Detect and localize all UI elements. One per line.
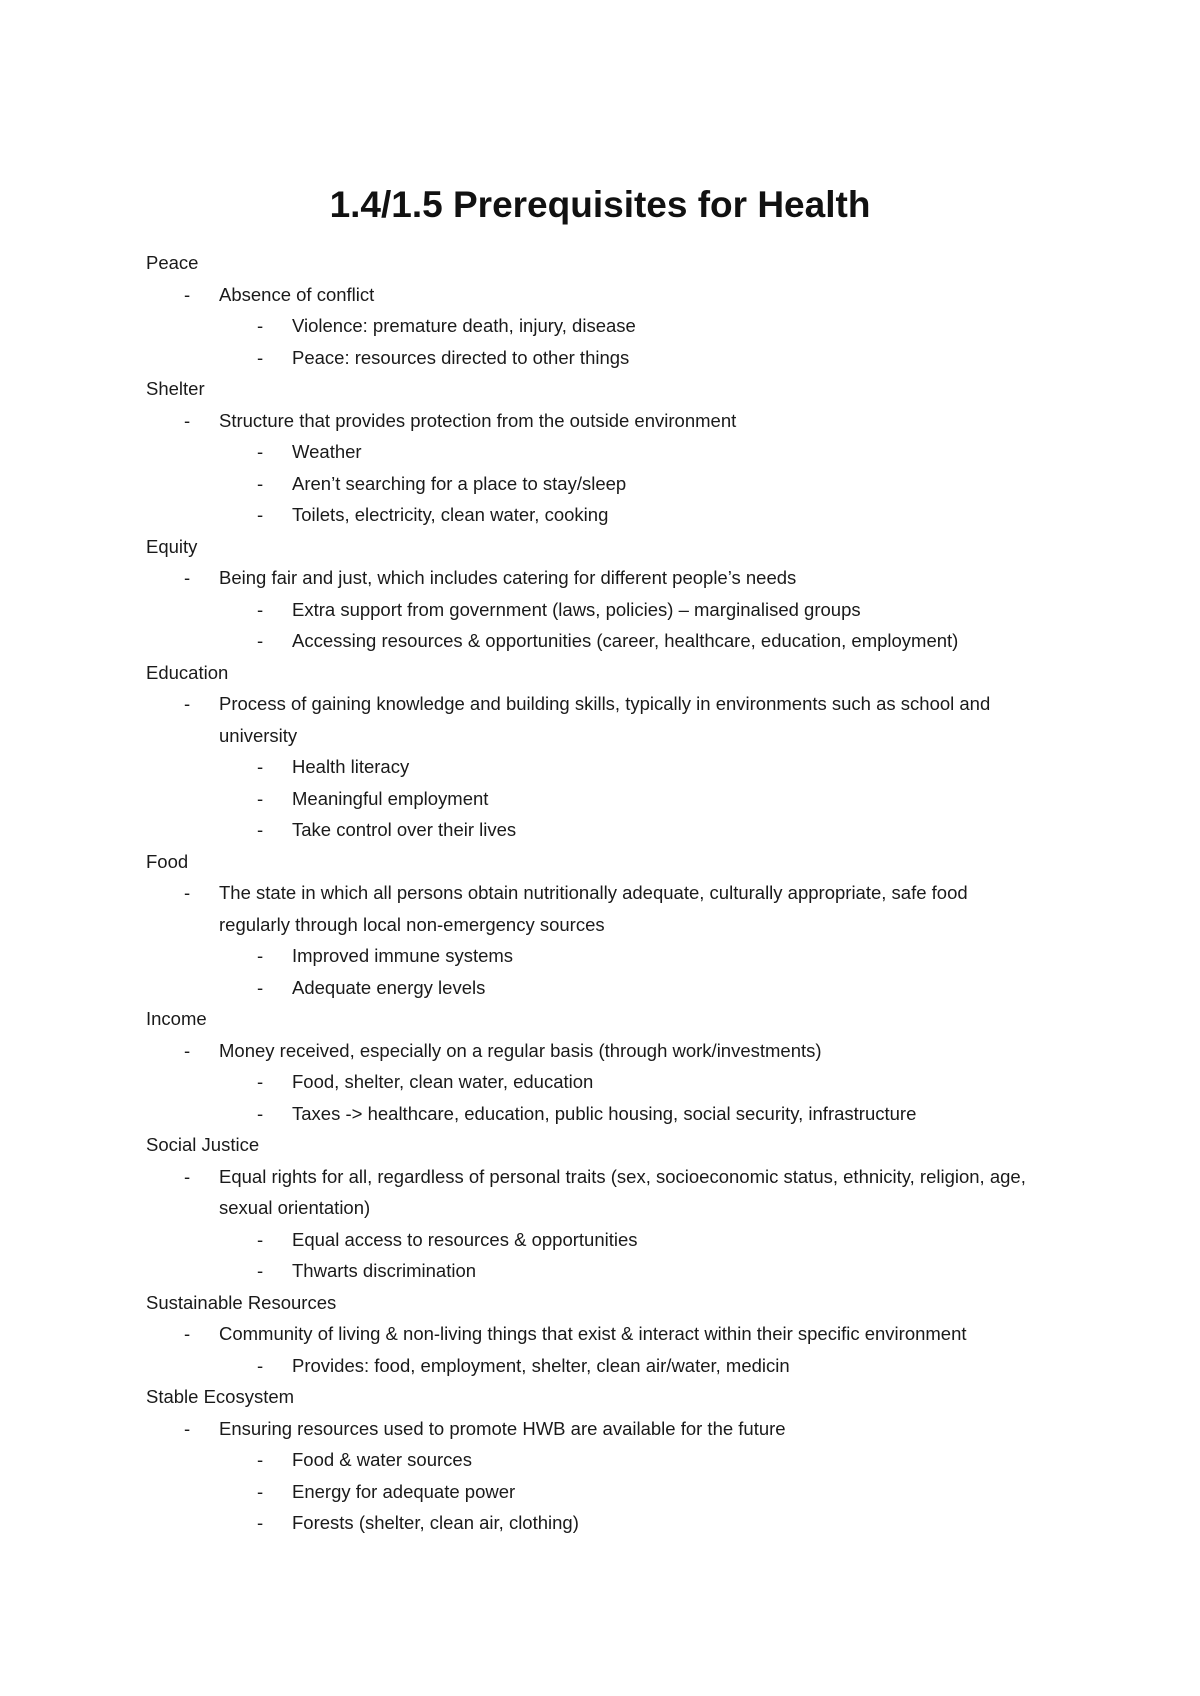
list-item-text: Money received, especially on a regular basis (through work/investments) bbox=[219, 1039, 822, 1061]
bullet-dash: - bbox=[257, 598, 264, 620]
sub-list-item-text: Meaningful employment bbox=[292, 787, 489, 809]
sub-list-item-text: Food & water sources bbox=[292, 1449, 472, 1470]
sub-list-item bbox=[146, 1507, 1106, 1539]
bullet-dash: - bbox=[257, 1260, 264, 1281]
sub-list-item bbox=[146, 499, 1106, 531]
list-item bbox=[146, 1318, 1039, 1350]
bullet-dash: - bbox=[184, 1039, 191, 1061]
section-heading: Food bbox=[146, 850, 189, 872]
section-heading: Equity bbox=[146, 535, 198, 557]
sub-list-item bbox=[146, 1224, 1106, 1256]
list-item bbox=[146, 562, 1039, 594]
sub-list-item-text: Equal access to resources & opportunities bbox=[292, 1228, 638, 1250]
list-item-text: Community of living & non-living things that exist & interact within their specific environment bbox=[219, 1323, 967, 1344]
section-sustainable-resources bbox=[146, 1287, 1106, 1382]
sub-list-item bbox=[146, 436, 1106, 468]
section-social-justice bbox=[146, 1129, 1106, 1287]
list-item-text: Equal rights for all, regardless of personal traits (sex, socioeconomic status, ethnicity, religion, age, sexual orientation) bbox=[219, 1165, 1026, 1218]
bullet-dash: - bbox=[257, 1512, 264, 1533]
sub-list-item-text: Weather bbox=[292, 441, 362, 462]
section-equity bbox=[146, 531, 1106, 657]
bullet-dash: - bbox=[257, 756, 264, 777]
sub-list-item bbox=[146, 1255, 1106, 1287]
section-heading: Shelter bbox=[146, 378, 205, 399]
section-food bbox=[146, 846, 1106, 1004]
list-item bbox=[146, 1035, 1039, 1067]
sub-list-item bbox=[146, 940, 1106, 972]
sub-list-item bbox=[146, 1066, 1106, 1098]
document-body bbox=[146, 247, 1106, 1539]
sub-list-item bbox=[146, 1098, 1106, 1130]
section-stable-ecosystem bbox=[146, 1381, 1106, 1539]
sub-list-item-text: Improved immune systems bbox=[292, 945, 514, 966]
sub-list-item bbox=[146, 751, 1106, 783]
sub-list-item-text: Thwarts discrimination bbox=[292, 1260, 477, 1281]
sub-list-item-text: Forests (shelter, clean air, clothing) bbox=[292, 1512, 579, 1533]
list-item bbox=[146, 1161, 1039, 1224]
list-item bbox=[146, 405, 1039, 437]
section-income bbox=[146, 1003, 1106, 1129]
sub-list-item bbox=[146, 1350, 1106, 1382]
bullet-dash: - bbox=[257, 1354, 264, 1376]
bullet-dash: - bbox=[184, 567, 191, 588]
sub-list-item-text: Energy for adequate power bbox=[292, 1480, 516, 1502]
bullet-dash: - bbox=[184, 693, 191, 714]
bullet-dash: - bbox=[257, 819, 264, 840]
sub-list-item-text: Aren’t searching for a place to stay/sleep bbox=[292, 472, 627, 494]
sub-list-item bbox=[146, 1476, 1106, 1508]
bullet-dash: - bbox=[257, 1449, 264, 1470]
sub-list-item-text: Provides: food, employment, shelter, clean air/water, medicin bbox=[292, 1354, 790, 1376]
bullet-dash: - bbox=[257, 630, 264, 651]
list-item bbox=[146, 1413, 1039, 1445]
bullet-dash: - bbox=[257, 1480, 264, 1502]
sub-list-item-text: Toilets, electricity, clean water, cooking bbox=[292, 504, 609, 525]
sub-list-item bbox=[146, 814, 1106, 846]
sub-list-item-text: Adequate energy levels bbox=[292, 976, 486, 998]
list-item-text: Process of gaining knowledge and building skills, typically in environments such as school and university bbox=[219, 693, 991, 746]
bullet-dash: - bbox=[257, 441, 264, 462]
list-item bbox=[146, 877, 1039, 940]
section-heading: Education bbox=[146, 661, 229, 683]
sub-list-item-text: Taxes -> healthcare, education, public housing, social security, infrastructure bbox=[292, 1102, 917, 1124]
bullet-dash: - bbox=[184, 1323, 191, 1344]
bullet-dash: - bbox=[184, 1165, 191, 1187]
sub-list-item-text: Accessing resources & opportunities (career, healthcare, education, employment) bbox=[292, 630, 959, 651]
list-item bbox=[146, 279, 1039, 311]
sub-list-item bbox=[146, 972, 1106, 1004]
bullet-dash: - bbox=[257, 1228, 264, 1250]
section-heading: Stable Ecosystem bbox=[146, 1386, 295, 1407]
list-item-text: The state in which all persons obtain nutritionally adequate, culturally appropriate, safe food regularly through local non-emergency sources bbox=[219, 882, 968, 935]
bullet-dash: - bbox=[257, 945, 264, 966]
sub-list-item-text: Take control over their lives bbox=[292, 819, 517, 840]
sub-list-item bbox=[146, 594, 1106, 626]
sub-list-item bbox=[146, 468, 1106, 500]
section-heading: Income bbox=[146, 1008, 207, 1029]
page-title: 1.4/1.5 Prerequisites for Health bbox=[329, 184, 871, 225]
bullet-dash: - bbox=[257, 1071, 264, 1092]
section-education bbox=[146, 657, 1106, 846]
bullet-dash: - bbox=[184, 1417, 191, 1439]
section-heading: Social Justice bbox=[146, 1134, 260, 1155]
sub-list-item-text: Violence: premature death, injury, disease bbox=[292, 315, 636, 336]
section-peace bbox=[146, 247, 1106, 373]
list-item-text: Structure that provides protection from the outside environment bbox=[219, 409, 737, 431]
sub-list-item-text: Food, shelter, clean water, education bbox=[292, 1071, 594, 1092]
bullet-dash: - bbox=[257, 346, 264, 368]
list-item-text: Ensuring resources used to promote HWB are available for the future bbox=[219, 1417, 786, 1439]
sub-list-item bbox=[146, 310, 1106, 342]
bullet-dash: - bbox=[257, 472, 264, 494]
section-heading: Peace bbox=[146, 252, 199, 273]
bullet-dash: - bbox=[257, 787, 264, 809]
bullet-dash: - bbox=[184, 409, 191, 431]
sub-list-item-text: Peace: resources directed to other things bbox=[292, 346, 630, 368]
bullet-dash: - bbox=[184, 882, 191, 903]
sub-list-item bbox=[146, 1444, 1106, 1476]
sub-list-item-text: Health literacy bbox=[292, 756, 410, 777]
bullet-dash: - bbox=[257, 1102, 264, 1124]
list-item-text: Absence of conflict bbox=[219, 283, 375, 305]
list-item-text: Being fair and just, which includes catering for different people’s needs bbox=[219, 567, 797, 588]
list-item bbox=[146, 688, 1039, 751]
sub-list-item bbox=[146, 625, 1106, 657]
section-shelter bbox=[146, 373, 1106, 531]
section-heading: Sustainable Resources bbox=[146, 1291, 337, 1313]
bullet-dash: - bbox=[257, 976, 264, 998]
bullet-dash: - bbox=[257, 315, 264, 336]
bullet-dash: - bbox=[184, 283, 191, 305]
sub-list-item bbox=[146, 783, 1106, 815]
sub-list-item bbox=[146, 342, 1106, 374]
bullet-dash: - bbox=[257, 504, 264, 525]
sub-list-item-text: Extra support from government (laws, policies) – marginalised groups bbox=[292, 598, 861, 620]
